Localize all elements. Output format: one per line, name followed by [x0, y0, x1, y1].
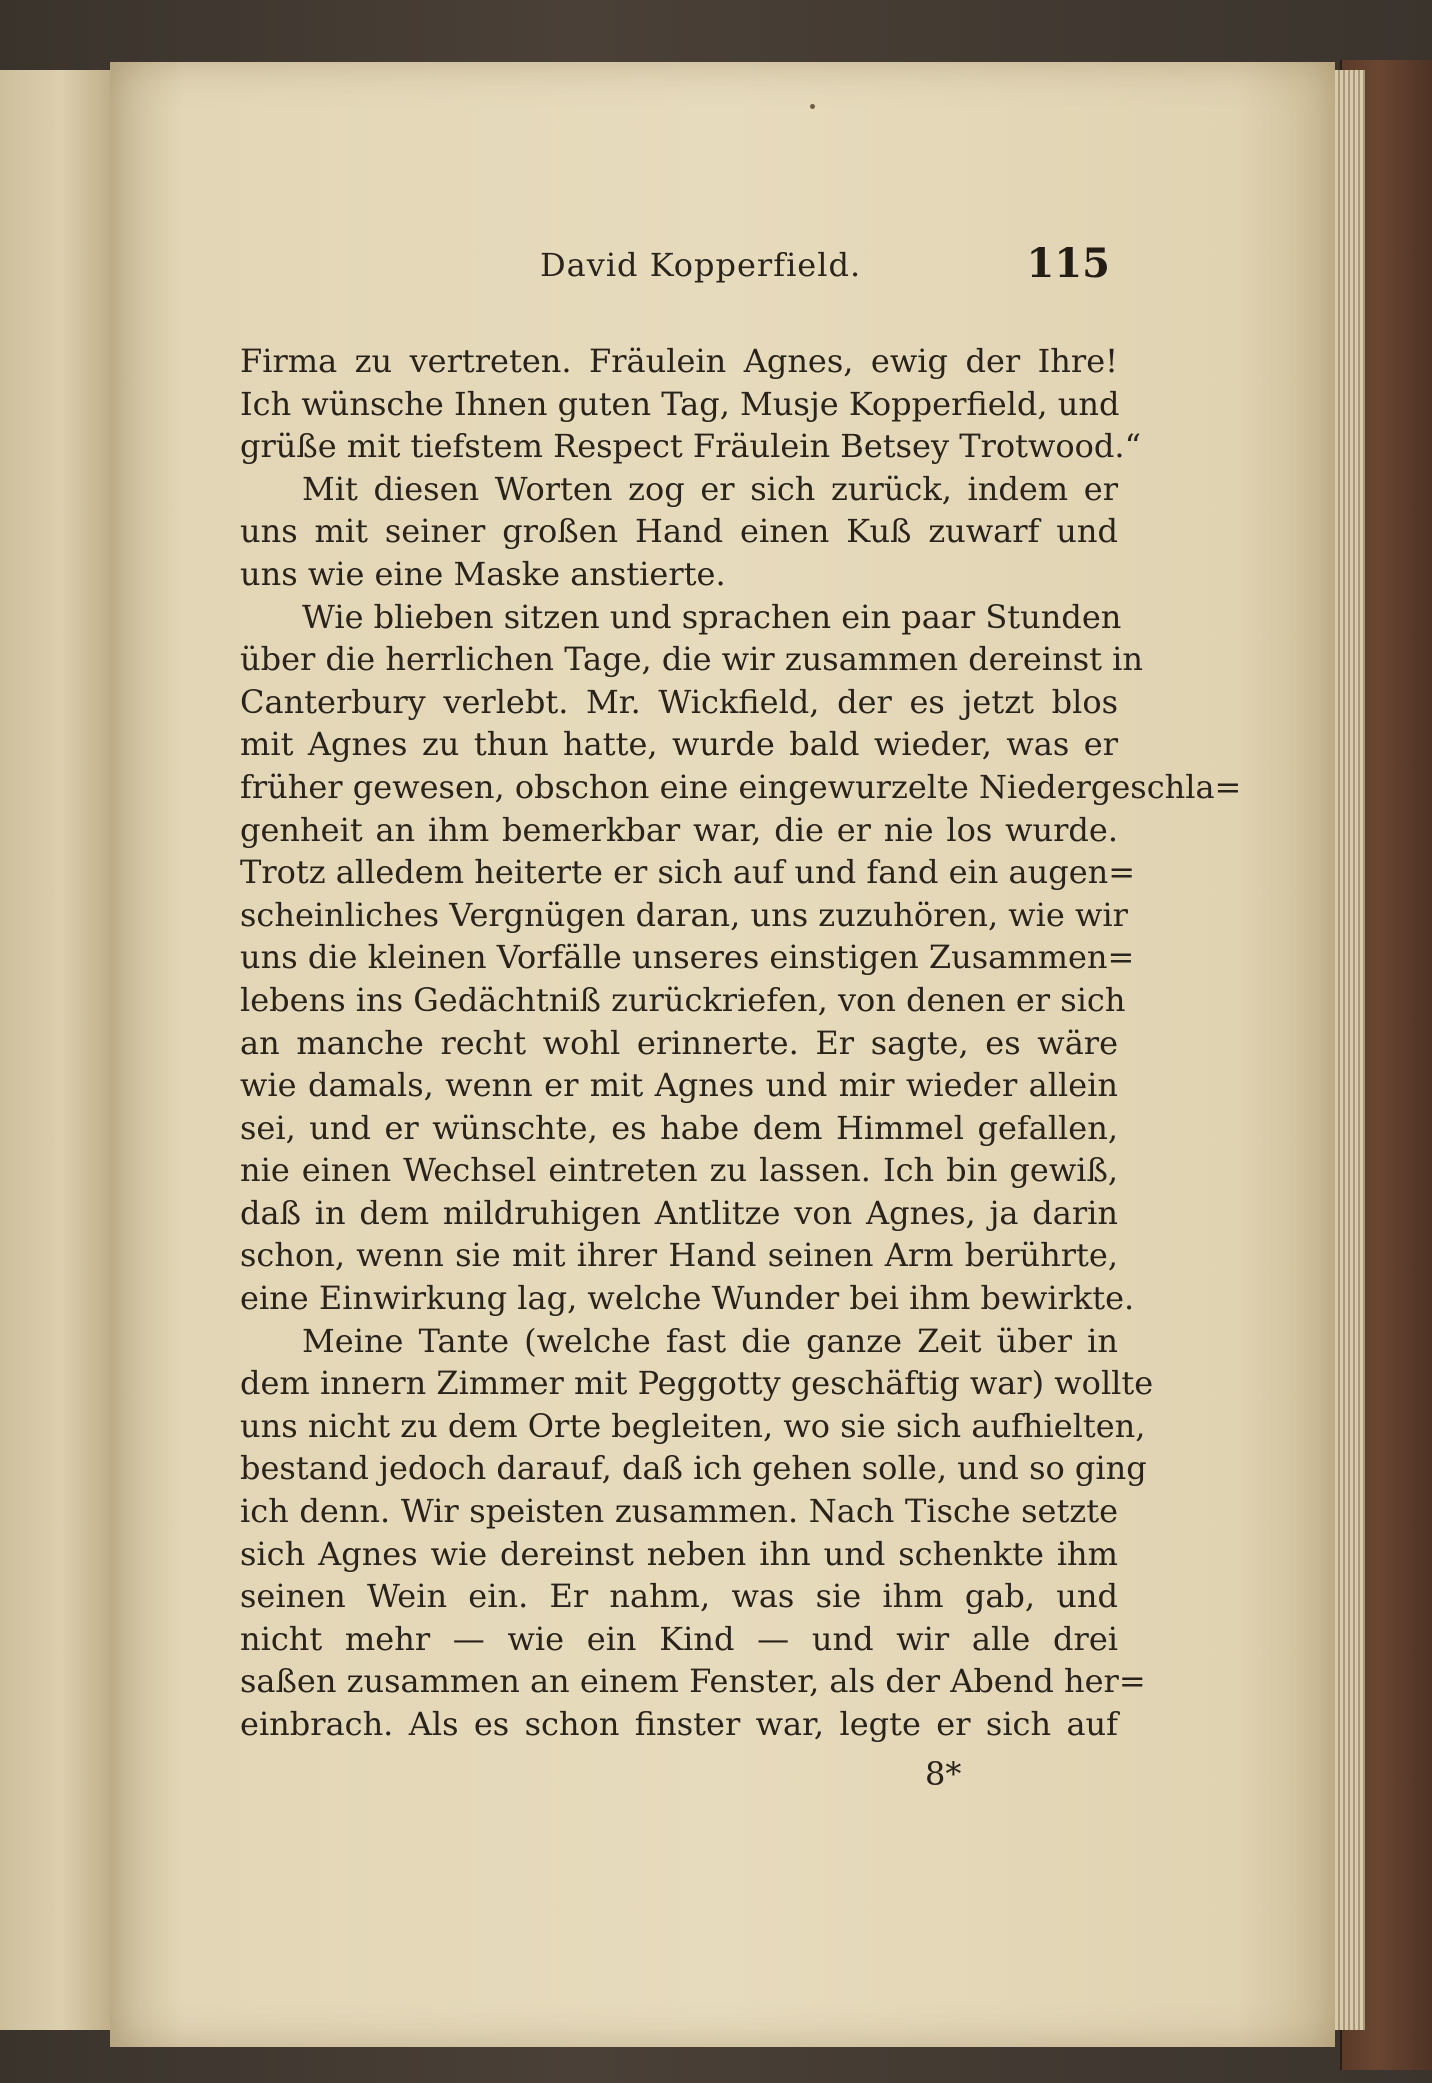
text-line: saßen zusammen an einem Fenster, als der Abend her= [240, 1662, 1146, 1701]
text-line: scheinliches Vergnügen daran, uns zuzuhören, wie wir [240, 895, 1128, 934]
text-line: Wie blieben sitzen und sprachen ein paar Stunden [302, 597, 1122, 636]
text-line: uns wie eine Maske anstierte. [240, 554, 726, 593]
text-line: daß in dem mildruhigen Antlitze von Agnes, ja darin [240, 1193, 1118, 1232]
text-line: Trotz alledem heiterte er sich auf und fand ein augen= [240, 853, 1136, 892]
text-line: über die herrlichen Tage, die wir zusammen dereinst in [240, 640, 1143, 679]
text-line: Mit diesen Worten zog er sich zurück, indem er [302, 469, 1118, 508]
text-line: genheit an ihm bemerkbar war, die er nie los wurde. [240, 810, 1118, 849]
running-title: David Kopperfield. [540, 246, 862, 284]
text-line: Ich wünsche Ihnen guten Tag, Musje Kopperfield, und [240, 384, 1120, 423]
text-line: Canterbury verlebt. Mr. Wickfield, der es jetzt blos [240, 682, 1118, 721]
text-line: grüße mit tiefstem Respect Fräulein Betsey Trotwood.“ [240, 427, 1141, 466]
text-line: Firma zu vertreten. Fräulein Agnes, ewig der Ihre! [240, 342, 1118, 380]
text-line: schon, wenn sie mit ihrer Hand seinen Arm berührte, [240, 1236, 1118, 1275]
page-body-text [240, 340, 1242, 1746]
text-line: seinen Wein ein. Er nahm, was sie ihm gab, und [240, 1577, 1118, 1616]
page-number: 115 [1026, 240, 1110, 287]
text-line: bestand jedoch darauf, daß ich gehen solle, und so ging [240, 1449, 1147, 1488]
text-line: sei, und er wünschte, es habe dem Himmel gefallen, [240, 1108, 1118, 1147]
text-line: wie damals, wenn er mit Agnes und mir wieder allein [240, 1066, 1118, 1105]
text-line: uns nicht zu dem Orte begleiten, wo sie sich aufhielten, [240, 1406, 1146, 1445]
text-line: mit Agnes zu thun hatte, wurde bald wieder, was er [240, 725, 1118, 764]
text-line: an manche recht wohl erinnerte. Er sagte, es wäre [240, 1023, 1118, 1062]
text-line: nicht mehr — wie ein Kind — und wir alle drei [240, 1619, 1118, 1658]
text-line: eine Einwirkung lag, welche Wunder bei ihm bewirkte. [240, 1279, 1135, 1318]
text-line: sich Agnes wie dereinst neben ihn und schenkte ihm [240, 1534, 1118, 1573]
text-line: uns mit seiner großen Hand einen Kuß zuwarf und [240, 512, 1118, 551]
text-line: uns die kleinen Vorfälle unseres einstigen Zusammen= [240, 938, 1135, 977]
running-header [240, 240, 1110, 290]
text-line: früher gewesen, obschon eine eingewurzelte Niedergeschla= [240, 767, 1242, 806]
text-line: Meine Tante (welche fast die ganze Zeit über in [302, 1321, 1118, 1360]
text-line: dem innern Zimmer mit Peggotty geschäftig war) wollte [240, 1364, 1154, 1403]
paper-speck [810, 104, 815, 109]
facing-page-edge [0, 70, 114, 2030]
text-line: ich denn. Wir speisten zusammen. Nach Tische setzte [240, 1492, 1118, 1531]
signature-mark: 8* [925, 1755, 962, 1793]
text-line: einbrach. Als es schon finster war, legte er sich auf [240, 1705, 1118, 1743]
text-line: nie einen Wechsel eintreten zu lassen. Ich bin gewiß, [240, 1151, 1118, 1190]
page-stack-edges [1335, 70, 1365, 2030]
text-line: lebens ins Gedächtniß zurückriefen, von denen er sich [240, 980, 1126, 1019]
